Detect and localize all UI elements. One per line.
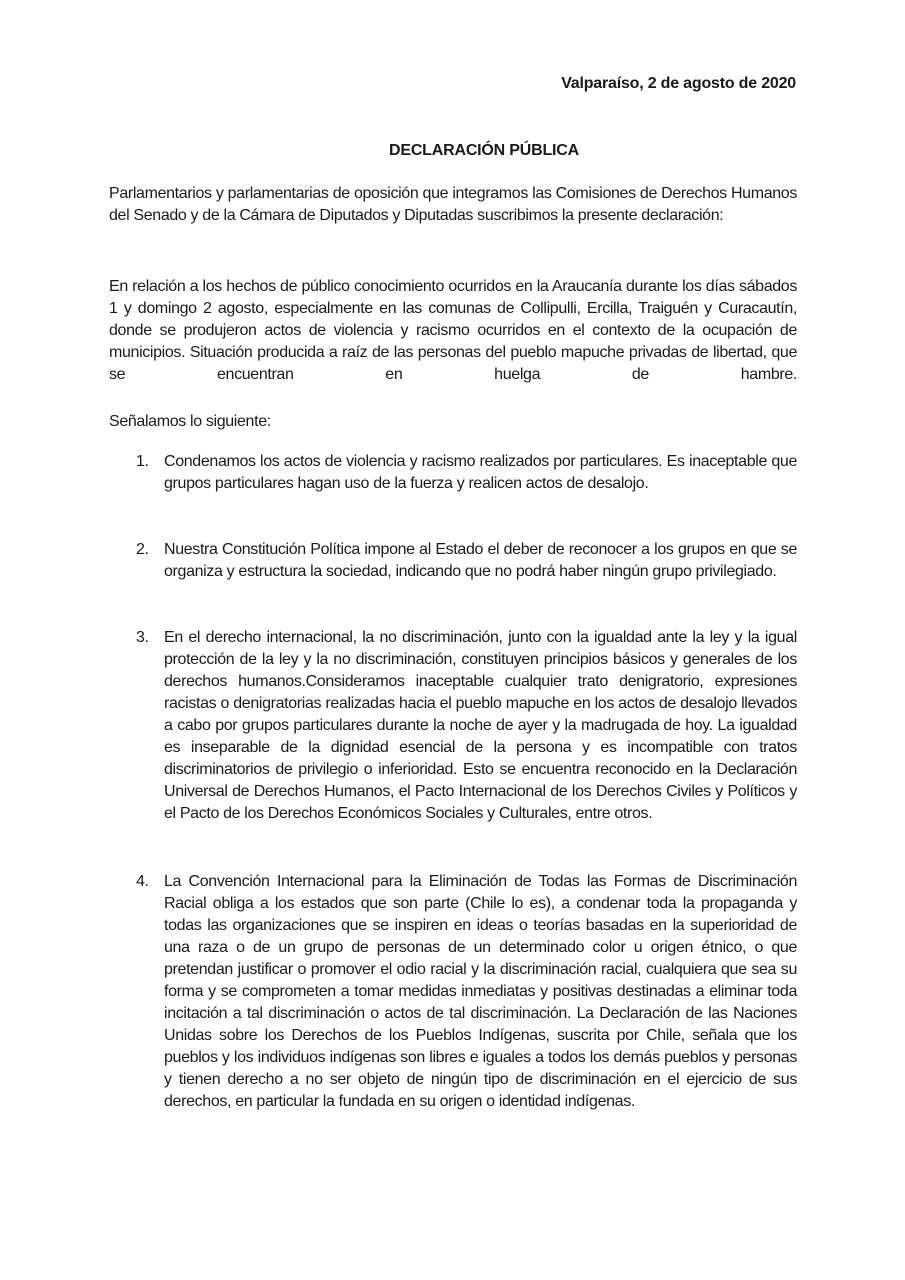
document-title: DECLARACIÓN PÚBLICA [389, 142, 579, 159]
list-item-text: Condenamos los actos de violencia y racismo realizados por particulares. Es inaceptable que grupos particulares hagan uso de la fuerza y realicen actos de desalojo. [164, 453, 797, 492]
list-item-number: 2. [136, 541, 149, 558]
date-line: Valparaíso, 2 de agosto de 2020 [561, 75, 796, 92]
list-item-text: En el derecho internacional, la no discriminación, junto con la igualdad ante la ley y la igual protección de la ley y la no discriminación, constituyen principios básicos y generales de los derechos humanos.Consideramos inaceptable cualquier trato denigratorio, expresiones racistas o denigratorias realizadas hacia el pueblo mapuche en los actos de desalojo llevados a cabo por grupos particulares durante la noche de ayer y la madrugada de hoy. La igualdad es inseparable de la dignidad esencial de la persona y es incompatible con tratos discriminatorios de privilegio o inferioridad. Esto se encuentra reconocido en la Declaración Universal de Derechos Humanos, el Pacto Internacional de los Derechos Civiles y Políticos y el Pacto de los Derechos Económicos Sociales y Culturales, entre otros. [164, 629, 797, 822]
intro-paragraph: Parlamentarios y parlamentarias de oposición que integramos las Comisiones de Derechos Humanos del Senado y de la Cámara de Diputados y Diputadas suscribimos la presente declaración: [109, 185, 797, 224]
list-item-text: Nuestra Constitución Política impone al Estado el deber de reconocer a los grupos en que se organiza y estructura la sociedad, indicando que no podrá haber ningún grupo privilegiado. [164, 541, 797, 580]
list-item-number: 3. [136, 629, 149, 646]
list-item-number: 4. [136, 873, 149, 890]
context-paragraph: En relación a los hechos de público conocimiento ocurridos en la Araucanía durante los días sábados 1 y domingo 2 agosto, especialmente en las comunas de Collipulli, Ercilla, Traiguén y Curacautín, donde se produjeron actos de violencia y racismo ocurridos en el contexto de la ocupación de municipios. Situación producida a raíz de las personas del pueblo mapuche privadas de libertad, que se encuentran en huelga de hambre. [109, 278, 797, 383]
list-item-number: 1. [136, 453, 149, 470]
list-item-text: La Convención Internacional para la Eliminación de Todas las Formas de Discriminación Racial obliga a los estados que son parte (Chile lo es), a condenar toda la propaganda y todas las organizaciones que se inspiren en ideas o teorías basadas en la superioridad de una raza o de un grupo de personas de un determinado color u origen étnico, o que pretendan justificar o promover el odio racial y la discriminación racial, cualquiera que sea su forma y se comprometen a tomar medidas inmediatas y positivas destinadas a eliminar toda incitación a tal discriminación o actos de tal discriminación. La Declaración de las Naciones Unidas sobre los Derechos de los Pueblos Indígenas, suscrita por Chile, señala que los pueblos y los individuos indígenas son libres e iguales a todos los demás pueblos y personas y tienen derecho a no ser objeto de ningún tipo de discriminación en el ejercicio de sus derechos, en particular la fundada en su origen o identidad indígenas. [164, 873, 797, 1110]
lead-in-text: Señalamos lo siguiente: [109, 413, 271, 430]
